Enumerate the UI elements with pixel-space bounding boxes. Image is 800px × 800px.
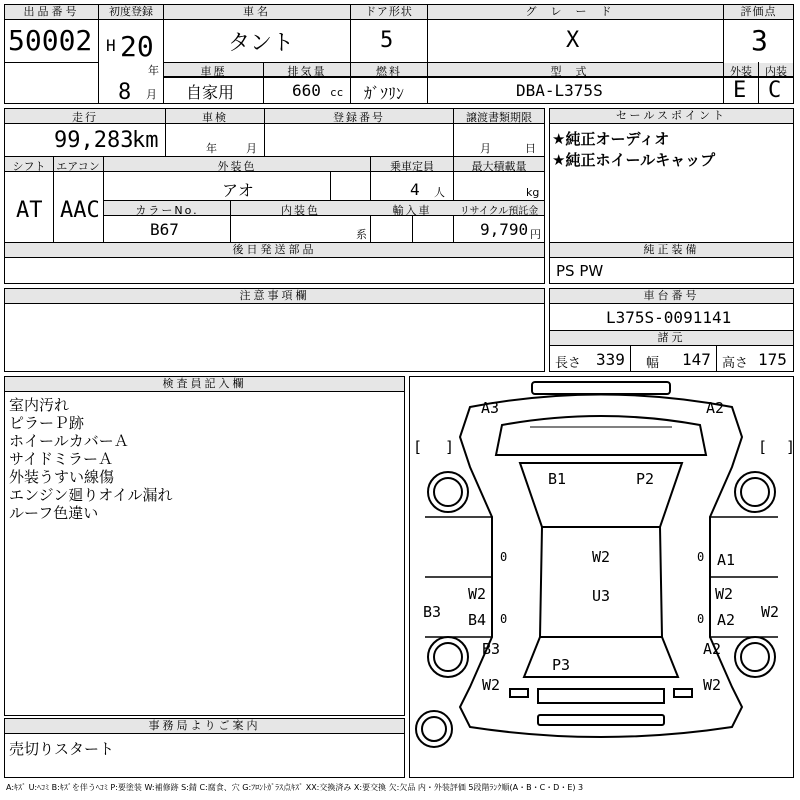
car-name-label: 車名 bbox=[164, 5, 350, 20]
divider bbox=[716, 346, 717, 372]
int-color-unit: 系 bbox=[356, 228, 367, 241]
width: 147 bbox=[682, 350, 711, 369]
damage-mark: W2 bbox=[482, 676, 501, 694]
transfer-day-unit: 日 bbox=[525, 142, 536, 155]
notes-label: 注意事項欄 bbox=[5, 289, 544, 304]
capacity-unit: 人 bbox=[434, 186, 445, 199]
recycle-fee: 9,790 bbox=[480, 220, 529, 239]
exterior-color: アオ bbox=[222, 181, 254, 200]
inspector-line: ルーフ色違い bbox=[9, 504, 99, 522]
damage-mark: B1 bbox=[548, 470, 567, 488]
damage-mark: 0 bbox=[697, 612, 705, 626]
damage-mark: P3 bbox=[552, 656, 571, 674]
transfer-month-unit: 月 bbox=[480, 142, 491, 155]
reg-month: 8 bbox=[118, 80, 132, 105]
int-color-label: 内装色 bbox=[281, 204, 320, 217]
reg-year: 20 bbox=[120, 30, 154, 63]
sales-item: ★純正オーディオ bbox=[552, 130, 670, 148]
height: 175 bbox=[758, 350, 787, 369]
inspector-line: エンジン廻りオイル漏れ bbox=[9, 486, 173, 504]
color-label: 外装色 bbox=[217, 160, 257, 173]
grade-label: グレード bbox=[428, 5, 723, 20]
door-count: 5 bbox=[380, 28, 394, 53]
rating-label: 評価点 bbox=[724, 5, 793, 20]
interior-label: 内装 bbox=[765, 65, 787, 78]
height-label: 高さ bbox=[722, 356, 749, 371]
length: 339 bbox=[596, 350, 625, 369]
chassis-number: L375S-0091141 bbox=[606, 308, 732, 327]
shift: AT bbox=[16, 198, 43, 223]
mileage-unit: km bbox=[132, 128, 159, 153]
damage-mark: 0 bbox=[500, 550, 508, 564]
door-label: ドア形状 bbox=[351, 5, 427, 20]
damage-mark: U3 bbox=[592, 587, 611, 605]
equipment-label: 純正装備 bbox=[550, 243, 793, 258]
transfer-label: 譲渡書類期限 bbox=[466, 111, 532, 124]
inspector-label: 検査員記入欄 bbox=[5, 377, 404, 392]
recycle-unit: 円 bbox=[530, 228, 541, 241]
recycle-label: リサイクル預託金 bbox=[459, 206, 539, 217]
bracket-mark: [ bbox=[758, 438, 768, 456]
year-unit: 年 bbox=[148, 64, 159, 77]
ac: AAC bbox=[60, 198, 100, 223]
mileage-label: 走行 bbox=[72, 111, 98, 124]
damage-mark: A2 bbox=[706, 399, 725, 417]
office-note: 売切りスタート bbox=[9, 740, 115, 758]
import-label: 輸入車 bbox=[392, 204, 432, 217]
inspection-month-unit: 月 bbox=[246, 142, 257, 155]
inspector-line: 外装うすい線傷 bbox=[9, 468, 115, 486]
sales-label: セールスポイント bbox=[550, 109, 793, 124]
reg-no-label: 登録番号 bbox=[333, 111, 385, 124]
damage-mark: W2 bbox=[468, 585, 487, 603]
equipment-value: PS PW bbox=[556, 262, 604, 280]
damage-mark: A2 bbox=[703, 640, 722, 658]
era: H bbox=[106, 36, 116, 55]
inspector-line: ピラーＰ跡 bbox=[9, 414, 85, 432]
damage-mark: A2 bbox=[717, 611, 736, 629]
divider bbox=[630, 346, 631, 372]
fuel-label: 燃料 bbox=[376, 65, 402, 78]
car-outline bbox=[410, 377, 796, 777]
length-label: 長さ bbox=[555, 356, 582, 371]
displacement-label: 排気量 bbox=[287, 65, 327, 78]
later-parts-label: 後日発送部品 bbox=[5, 243, 544, 258]
inspector-line: ホイールカバーＡ bbox=[9, 432, 129, 450]
model-label: 型式 bbox=[550, 65, 601, 78]
car-diagram bbox=[409, 376, 794, 778]
divider bbox=[412, 216, 413, 242]
displacement-unit: cc bbox=[330, 86, 344, 99]
dims-label: 諸元 bbox=[550, 331, 793, 346]
history: 自家用 bbox=[186, 83, 235, 102]
sales-item: ★純正ホイールキャップ bbox=[552, 151, 716, 169]
lot-no-label: 出品番号 bbox=[5, 5, 98, 20]
color-number: B67 bbox=[150, 220, 179, 239]
color-no-label: カラーNo. bbox=[135, 204, 199, 217]
inspector-line: 室内汚れ bbox=[9, 396, 70, 414]
divider bbox=[4, 62, 98, 63]
load-label: 最大積載量 bbox=[471, 160, 527, 173]
bracket-mark: [ bbox=[413, 438, 423, 456]
damage-mark: 0 bbox=[500, 612, 508, 626]
car-name: タント bbox=[228, 31, 295, 56]
mileage: 99,283 bbox=[54, 128, 134, 153]
damage-mark: A3 bbox=[481, 399, 500, 417]
fuel: ｶﾞｿﾘﾝ bbox=[364, 84, 405, 103]
damage-mark: W2 bbox=[592, 548, 611, 566]
interior-score: C bbox=[768, 78, 782, 103]
capacity: 4 bbox=[410, 180, 420, 199]
damage-mark: B3 bbox=[423, 603, 442, 621]
shift-label: シフト bbox=[12, 160, 46, 173]
grade: X bbox=[566, 28, 580, 53]
damage-mark: W2 bbox=[715, 585, 734, 603]
load-unit: kg bbox=[526, 186, 540, 199]
width-label: 幅 bbox=[646, 356, 660, 371]
rating-score: 3 bbox=[751, 24, 768, 57]
chassis-label: 車台番号 bbox=[550, 289, 793, 304]
inspector-line: サイドミラーＡ bbox=[9, 450, 113, 468]
damage-mark: P2 bbox=[636, 470, 655, 488]
displacement: 660 bbox=[292, 81, 321, 100]
bracket-mark: ] bbox=[786, 438, 796, 456]
ac-label: エアコン bbox=[56, 160, 100, 173]
damage-mark: B4 bbox=[468, 611, 487, 629]
exterior-score: E bbox=[733, 78, 747, 103]
exterior-label: 外装 bbox=[730, 65, 752, 78]
bracket-mark: ] bbox=[445, 438, 455, 456]
history-label: 車歴 bbox=[200, 65, 227, 78]
divider bbox=[330, 172, 331, 200]
first-reg-label: 初度登録 bbox=[99, 5, 163, 20]
legend: A:ｷｽﾞ U:ﾍｺﾐ B:ｷｽﾞを伴うﾍｺﾐ P:要塗装 W:補修跡 S:錆 C:腐食、穴 G:ﾌﾛﾝﾄｶﾞﾗｽ点ｷｽﾞ XX:交換済み X:要交換 欠:欠品 内・外装評価 5段階ﾗﾝｸ順(A・B・C・D・E) 3 bbox=[6, 783, 584, 792]
model: DBA-L375S bbox=[516, 81, 603, 100]
damage-mark: A1 bbox=[717, 551, 736, 569]
inspection-label: 車検 bbox=[202, 111, 228, 124]
month-unit: 月 bbox=[146, 88, 157, 101]
damage-mark: W2 bbox=[761, 603, 780, 621]
damage-mark: B3 bbox=[482, 640, 501, 658]
capacity-label: 乗車定員 bbox=[390, 160, 434, 173]
damage-mark: W2 bbox=[703, 676, 722, 694]
inspection-year-unit: 年 bbox=[206, 142, 217, 155]
office-label: 事務局よりご案内 bbox=[5, 719, 404, 734]
damage-mark: 0 bbox=[697, 550, 705, 564]
lot-number: 50002 bbox=[8, 24, 93, 57]
